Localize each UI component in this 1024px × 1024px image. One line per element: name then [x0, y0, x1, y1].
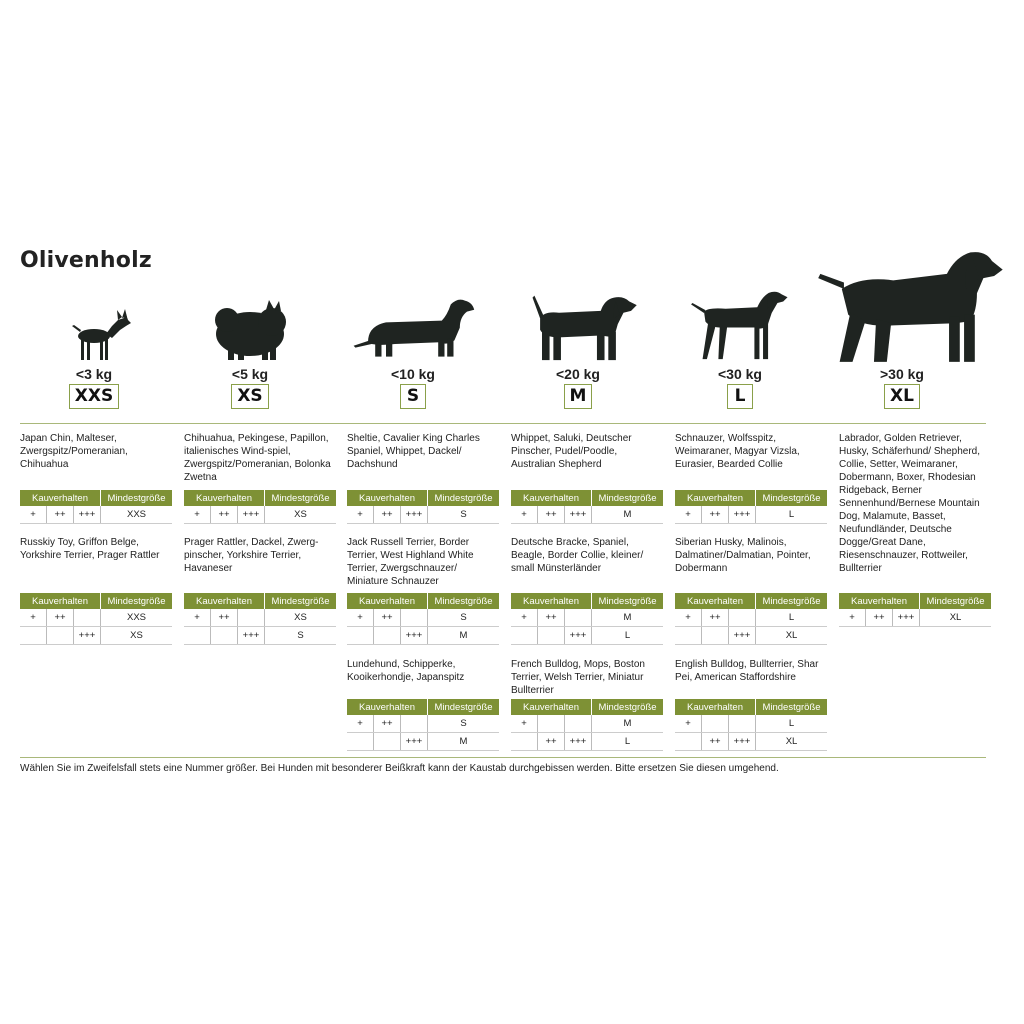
breed-list: Russkiy Toy, Griffon Belge, Yorkshire Terrier, Prager Rattler: [20, 537, 160, 561]
table-row: + ++ +++ XXS: [20, 506, 172, 524]
pomeranian-dog-icon: [170, 290, 330, 362]
breed-list: Japan Chin, Malteser, Zwergspitz/Pomeranian, Chihuahua: [20, 433, 128, 470]
footnote: Wählen Sie im Zweifelsfall stets eine Nummer größer. Bei Hunden mit besonderer Beißkraft kann der Kaustab durchgebissen werden. Bitte ersetzen Sie diesen umgehend.: [20, 763, 779, 774]
header-size: Mindestgröße: [101, 490, 173, 506]
breed-list: Sheltie, Cavalier King Charles Spaniel, Whippet, Dackel/ Dachshund: [347, 433, 480, 470]
weight-label: >30 kg: [880, 366, 924, 382]
size-column-m: [498, 290, 658, 409]
dachshund-dog-icon: [333, 290, 493, 362]
divider-top: [20, 423, 986, 424]
size-table: Kauverhalten Mindestgröße + M ++ +++ L: [511, 699, 663, 751]
weight-label: <5 kg: [231, 366, 269, 382]
size-table: Kauverhalten Mindestgröße + L ++ +++ XL: [675, 699, 827, 751]
breed-list: Whippet, Saluki, Deutscher Pinscher, Pudel/Poodle, Australian Shepherd: [511, 433, 632, 470]
size-badge-l: L: [727, 384, 753, 409]
table-row: + ++ M: [511, 609, 663, 627]
size-table: Kauverhalten Mindestgröße + ++ +++ L: [675, 490, 827, 524]
page-title: Olivenholz: [20, 248, 152, 273]
table-row: + L: [675, 715, 827, 733]
table-row: +++ M: [347, 627, 499, 645]
divider-bottom: [20, 757, 986, 758]
beagle-dog-icon: [498, 290, 658, 362]
toy-terrier-dog-icon: [14, 290, 174, 362]
breed-list: Lundehund, Schipperke, Kooikerhondje, Japanspitz: [347, 659, 465, 683]
breed-list: Prager Rattler, Dackel, Zwerg-pinscher, Yorkshire Terrier, Havaneser: [184, 537, 319, 574]
size-column-xl: [822, 290, 982, 409]
size-table: Kauverhalten Mindestgröße + ++ S +++ M: [347, 699, 499, 751]
size-column-l: [660, 290, 820, 409]
breed-list: English Bulldog, Bullterrier, Shar Pei, American Staffordshire: [675, 659, 819, 683]
table-row: ++ +++ XL: [675, 733, 827, 751]
weight-label: <10 kg: [391, 366, 435, 382]
size-badge-s: S: [400, 384, 426, 409]
size-column-xxs: [14, 290, 174, 409]
breed-list: Deutsche Bracke, Spaniel, Beagle, Border Collie, kleiner/ small Münsterländer: [511, 537, 644, 574]
breed-list: Jack Russell Terrier, Border Terrier, West Highland White Terrier, Zwergschnauzer/ Miniature Schnauzer: [347, 537, 474, 587]
table-row: + ++ S: [347, 715, 499, 733]
table-row: + ++ +++ XL: [839, 609, 991, 627]
size-table: Kauverhalten Mindestgröße + ++ XS +++ S: [184, 593, 336, 645]
size-badge-xs: XS: [231, 384, 268, 409]
table-row: +++ XS: [20, 627, 172, 645]
breed-list: French Bulldog, Mops, Boston Terrier, Welsh Terrier, Miniatur Bullterrier: [511, 659, 645, 696]
size-table: Kauverhalten Mindestgröße + ++ +++ XL: [839, 593, 991, 627]
breed-list: Schnauzer, Wolfsspitz, Weimaraner, Magyar Vizsla, Eurasier, Bearded Collie: [675, 433, 800, 470]
size-table: Kauverhalten Mindestgröße + ++ +++ M: [511, 490, 663, 524]
table-row: + M: [511, 715, 663, 733]
table-row: +++ M: [347, 733, 499, 751]
breed-list: Siberian Husky, Malinois, Dalmatiner/Dalmatian, Pointer, Dobermann: [675, 537, 811, 574]
header-behavior: Kauverhalten: [20, 490, 101, 506]
breed-list: Chihuahua, Pekingese, Papillon, italienisches Wind-spiel, Zwergspitz/Pomeranian, Bolonka Zwetna: [184, 433, 331, 483]
table-row: +++ L: [511, 627, 663, 645]
table-row: + ++ XXS: [20, 609, 172, 627]
table-row: ++ +++ L: [511, 733, 663, 751]
table-row: + ++ S: [347, 609, 499, 627]
table-row: + ++ XS: [184, 609, 336, 627]
setter-dog-icon: [822, 290, 982, 362]
size-table: Kauverhalten Mindestgröße + ++ M +++ L: [511, 593, 663, 645]
weight-label: <20 kg: [556, 366, 600, 382]
size-column-s: [333, 290, 493, 409]
pointer-dog-icon: [660, 290, 820, 362]
size-badge-xxs: XXS: [69, 384, 119, 409]
table-row: + ++ +++ M: [511, 506, 663, 524]
size-badge-xl: XL: [884, 384, 920, 409]
size-table: Kauverhalten Mindestgröße + ++ XXS +++ XS: [20, 593, 172, 645]
breed-list: Labrador, Golden Retriever, Husky, Schäferhund/ Shepherd, Collie, Setter, Weimaraner, Dobermann, Boxer, Rhodesian Ridgeback, Berner Sennenhund/Bernese Mountain Dog, Malamute, Basset, Neufundländer, Deutsche Dogge/Great Dane, Riesenschnauzer, Rottweiler, Bullterrier: [839, 433, 981, 574]
size-column-xs: [170, 290, 330, 409]
size-table: [20, 490, 172, 524]
size-table: Kauverhalten Mindestgröße + ++ S +++ M: [347, 593, 499, 645]
size-table: Kauverhalten Mindestgröße + ++ +++ S: [347, 490, 499, 524]
weight-label: <3 kg: [75, 366, 113, 382]
table-row: +++ S: [184, 627, 336, 645]
size-table: Kauverhalten Mindestgröße + ++ L +++ XL: [675, 593, 827, 645]
weight-label: <30 kg: [718, 366, 762, 382]
size-table: Kauverhalten Mindestgröße + ++ +++ XS: [184, 490, 336, 524]
table-row: + ++ +++ XS: [184, 506, 336, 524]
table-row: + ++ +++ S: [347, 506, 499, 524]
table-row: + ++ L: [675, 609, 827, 627]
table-row: + ++ +++ L: [675, 506, 827, 524]
table-row: +++ XL: [675, 627, 827, 645]
size-badge-m: M: [564, 384, 593, 409]
